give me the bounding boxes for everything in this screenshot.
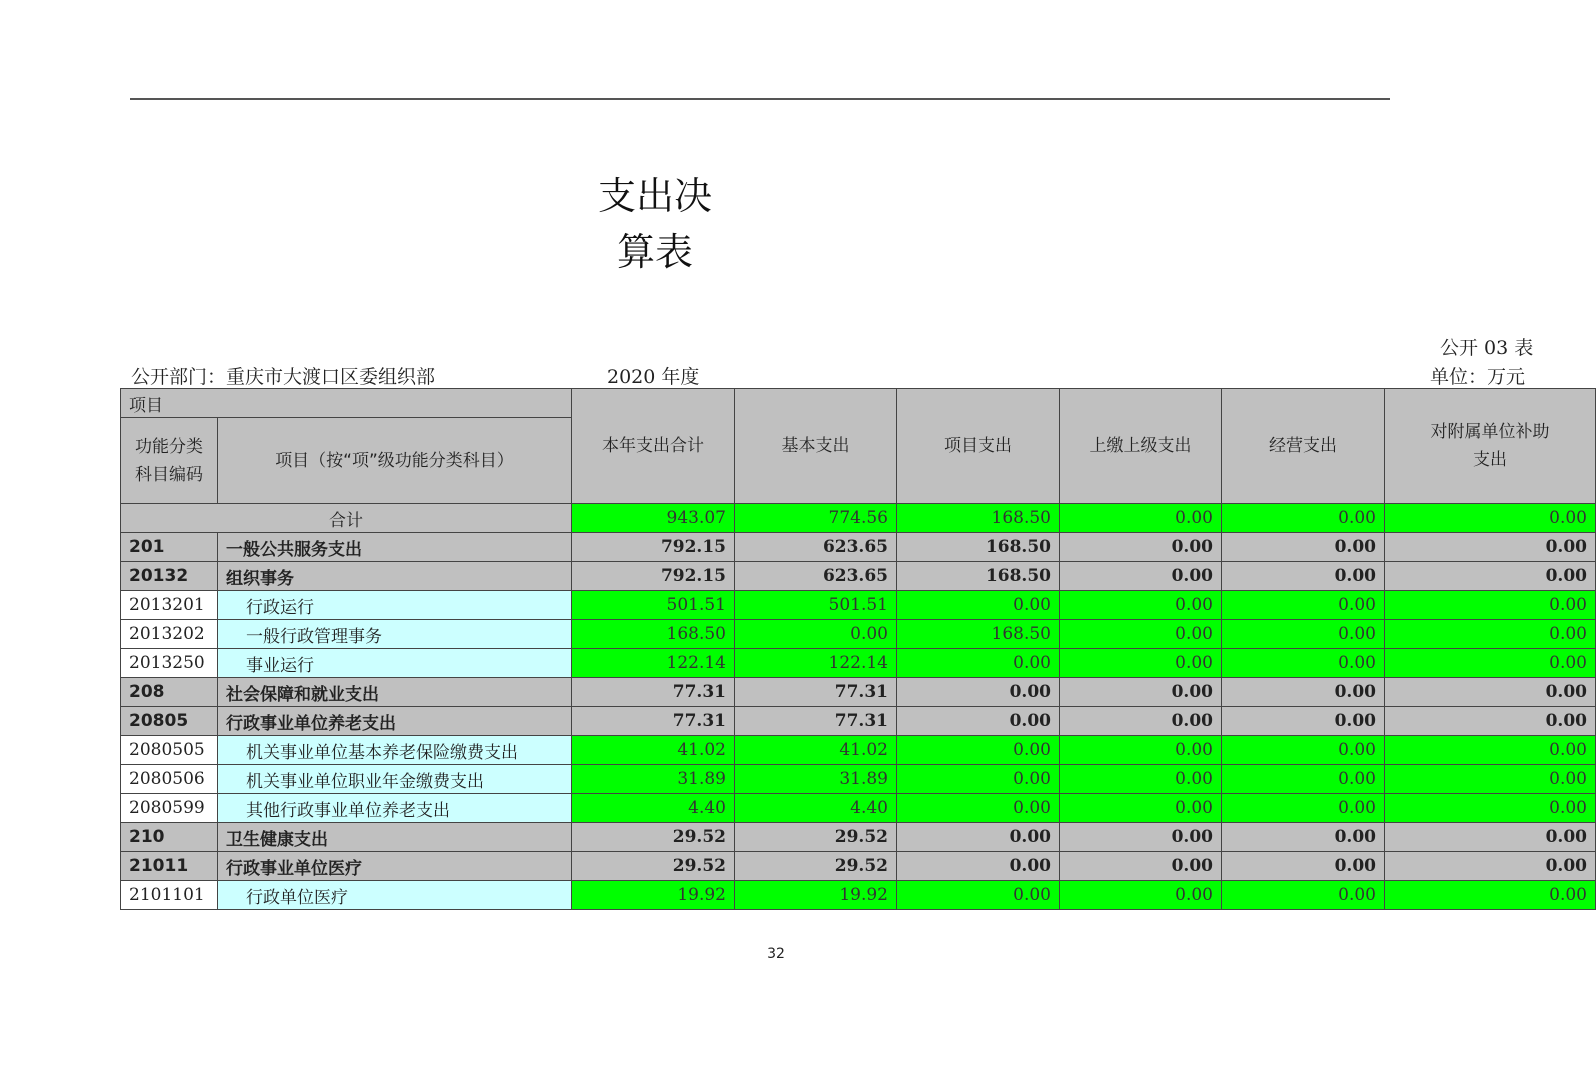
- row-name: 行政事业单位养老支出: [218, 707, 572, 736]
- row-value: 0.00: [1385, 823, 1596, 852]
- page-title: [590, 168, 720, 280]
- row-value: 0.00: [1222, 707, 1385, 736]
- row-value: 29.52: [735, 823, 897, 852]
- row-value: 0.00: [1385, 678, 1596, 707]
- row-value: 0.00: [1385, 881, 1596, 910]
- table-row: [121, 591, 1596, 620]
- table-row: [121, 881, 1596, 910]
- table-row: [121, 533, 1596, 562]
- row-value: 0.00: [735, 620, 897, 649]
- total-value: 943.07: [572, 504, 735, 533]
- table-row: [121, 707, 1596, 736]
- row-value: 0.00: [897, 765, 1060, 794]
- total-value: 0.00: [1060, 504, 1222, 533]
- row-value: 29.52: [735, 852, 897, 881]
- row-value: 0.00: [1060, 678, 1222, 707]
- total-value: 0.00: [1222, 504, 1385, 533]
- row-value: 77.31: [735, 678, 897, 707]
- row-code: 2080599: [121, 794, 218, 823]
- row-value: 0.00: [1222, 765, 1385, 794]
- row-value: 168.50: [572, 620, 735, 649]
- row-code: 21011: [121, 852, 218, 881]
- row-code: 20132: [121, 562, 218, 591]
- row-value: 77.31: [735, 707, 897, 736]
- row-value: 0.00: [897, 707, 1060, 736]
- row-value: 0.00: [1222, 823, 1385, 852]
- header-upper: 上缴上级支出: [1060, 389, 1222, 504]
- department-label: 公开部门：重庆市大渡口区委组织部: [131, 366, 436, 388]
- header-subsidy-line2: 支出: [1473, 450, 1507, 470]
- row-value: 501.51: [735, 591, 897, 620]
- row-name: 卫生健康支出: [218, 823, 572, 852]
- total-value: 774.56: [735, 504, 897, 533]
- header-basic: 基本支出: [735, 389, 897, 504]
- row-value: 0.00: [1385, 707, 1596, 736]
- row-value: 41.02: [735, 736, 897, 765]
- header-rule: [130, 98, 1390, 100]
- table-row: [121, 678, 1596, 707]
- row-value: 4.40: [572, 794, 735, 823]
- header-total: 本年支出合计: [572, 389, 735, 504]
- row-value: 501.51: [572, 591, 735, 620]
- row-value: 0.00: [1060, 823, 1222, 852]
- title-line-2: 算表: [616, 230, 693, 274]
- row-code: 2080506: [121, 765, 218, 794]
- row-code: 2013202: [121, 620, 218, 649]
- table-row: [121, 736, 1596, 765]
- row-value: 4.40: [735, 794, 897, 823]
- row-value: 0.00: [1385, 765, 1596, 794]
- row-code: 2101101: [121, 881, 218, 910]
- row-value: 77.31: [572, 707, 735, 736]
- table-row: [121, 620, 1596, 649]
- row-value: 0.00: [1385, 794, 1596, 823]
- table-row: [121, 852, 1596, 881]
- header-code: [121, 418, 218, 504]
- row-value: 0.00: [1385, 591, 1596, 620]
- row-value: 0.00: [1060, 707, 1222, 736]
- row-code: 20805: [121, 707, 218, 736]
- row-value: 623.65: [735, 533, 897, 562]
- row-value: 0.00: [897, 678, 1060, 707]
- row-value: 122.14: [735, 649, 897, 678]
- row-value: 0.00: [1222, 736, 1385, 765]
- row-value: 0.00: [1222, 533, 1385, 562]
- row-value: 168.50: [897, 533, 1060, 562]
- row-value: 19.92: [735, 881, 897, 910]
- row-name: 事业运行: [218, 649, 572, 678]
- row-value: 31.89: [735, 765, 897, 794]
- table-tag: 公开 03 表: [1440, 337, 1534, 359]
- row-value: 122.14: [572, 649, 735, 678]
- header-code-line2: 科目编码: [135, 464, 203, 485]
- row-value: 0.00: [897, 591, 1060, 620]
- row-value: 0.00: [1385, 736, 1596, 765]
- table-row: [121, 562, 1596, 591]
- total-value: 0.00: [1385, 504, 1596, 533]
- row-value: 0.00: [1222, 591, 1385, 620]
- row-value: 0.00: [897, 736, 1060, 765]
- row-value: 0.00: [897, 852, 1060, 881]
- row-value: 0.00: [1222, 620, 1385, 649]
- title-line-1: 支出决: [597, 174, 712, 218]
- header-business: 经营支出: [1222, 389, 1385, 504]
- row-name: 机关事业单位基本养老保险缴费支出: [218, 736, 572, 765]
- row-value: 792.15: [572, 533, 735, 562]
- expenditure-table: [120, 388, 1596, 910]
- table-row: [121, 649, 1596, 678]
- row-value: 0.00: [1060, 736, 1222, 765]
- row-value: 0.00: [1060, 620, 1222, 649]
- row-value: 0.00: [897, 794, 1060, 823]
- row-name: 其他行政事业单位养老支出: [218, 794, 572, 823]
- row-value: 19.92: [572, 881, 735, 910]
- row-value: 0.00: [1222, 649, 1385, 678]
- row-value: 0.00: [1222, 881, 1385, 910]
- row-value: 0.00: [1222, 678, 1385, 707]
- row-name: 组织事务: [218, 562, 572, 591]
- total-row: [121, 504, 1596, 533]
- row-value: 0.00: [897, 881, 1060, 910]
- total-value: 168.50: [897, 504, 1060, 533]
- header-code-line1: 功能分类: [135, 436, 203, 457]
- header-project: 项目支出: [897, 389, 1060, 504]
- row-value: 0.00: [1060, 533, 1222, 562]
- header-subsidy-line1: 对附属单位补助: [1430, 422, 1550, 442]
- unit-label: 单位：万元: [1430, 366, 1526, 388]
- row-value: 0.00: [1385, 562, 1596, 591]
- row-value: 0.00: [1060, 794, 1222, 823]
- row-value: 0.00: [1385, 649, 1596, 678]
- row-name: 一般行政管理事务: [218, 620, 572, 649]
- row-value: 0.00: [897, 649, 1060, 678]
- header-name: 项目（按“项”级功能分类科目）: [218, 418, 572, 504]
- row-value: 0.00: [1060, 881, 1222, 910]
- row-name: 行政运行: [218, 591, 572, 620]
- row-value: 0.00: [1222, 562, 1385, 591]
- expenditure-table-viewport: [120, 388, 1587, 918]
- table-row: [121, 823, 1596, 852]
- table-row: [121, 794, 1596, 823]
- row-name: 一般公共服务支出: [218, 533, 572, 562]
- row-name: 社会保障和就业支出: [218, 678, 572, 707]
- row-code: 210: [121, 823, 218, 852]
- row-value: 168.50: [897, 562, 1060, 591]
- header-subsidy: [1385, 389, 1596, 504]
- row-value: 168.50: [897, 620, 1060, 649]
- row-value: 0.00: [1222, 852, 1385, 881]
- row-value: 0.00: [1060, 649, 1222, 678]
- row-code: 2013250: [121, 649, 218, 678]
- year-label: 2020 年度: [607, 366, 700, 388]
- row-code: 2080505: [121, 736, 218, 765]
- row-value: 0.00: [1060, 562, 1222, 591]
- header-item: 项目: [121, 389, 572, 418]
- row-value: 29.52: [572, 852, 735, 881]
- row-value: 0.00: [897, 823, 1060, 852]
- row-value: 29.52: [572, 823, 735, 852]
- row-value: 0.00: [1060, 591, 1222, 620]
- total-label: 合计: [121, 504, 572, 533]
- row-code: 208: [121, 678, 218, 707]
- row-value: 31.89: [572, 765, 735, 794]
- row-value: 0.00: [1385, 620, 1596, 649]
- row-value: 623.65: [735, 562, 897, 591]
- row-value: 0.00: [1060, 852, 1222, 881]
- row-value: 0.00: [1060, 765, 1222, 794]
- page-number: 32: [767, 946, 785, 962]
- row-value: 0.00: [1385, 852, 1596, 881]
- table-row: [121, 765, 1596, 794]
- row-code: 201: [121, 533, 218, 562]
- row-value: 41.02: [572, 736, 735, 765]
- row-value: 0.00: [1385, 533, 1596, 562]
- row-value: 0.00: [1222, 794, 1385, 823]
- row-name: 行政单位医疗: [218, 881, 572, 910]
- row-value: 77.31: [572, 678, 735, 707]
- row-value: 792.15: [572, 562, 735, 591]
- row-name: 行政事业单位医疗: [218, 852, 572, 881]
- row-code: 2013201: [121, 591, 218, 620]
- row-name: 机关事业单位职业年金缴费支出: [218, 765, 572, 794]
